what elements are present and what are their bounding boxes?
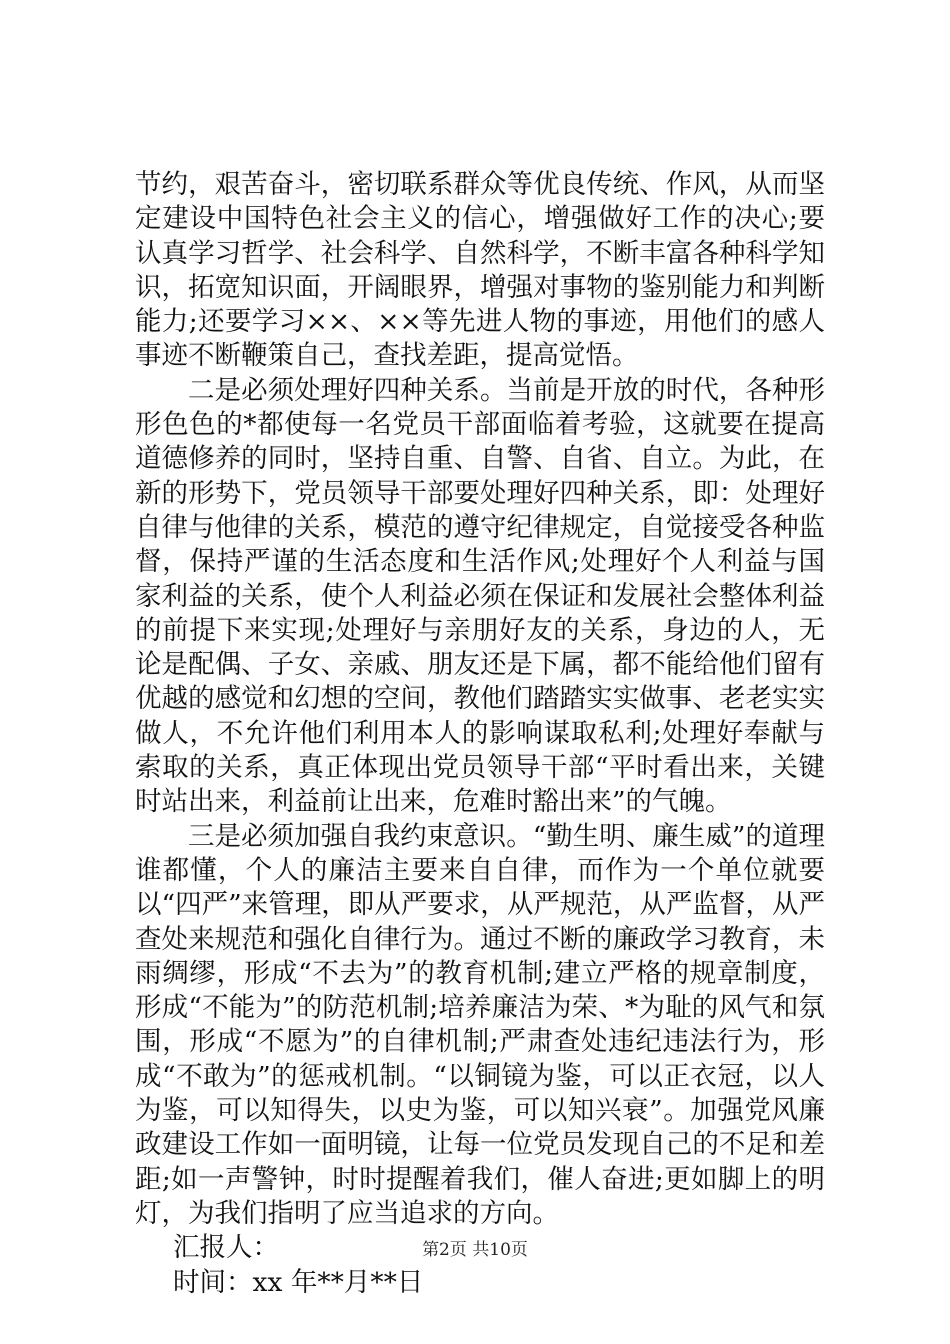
paragraph-self-restraint: 三是必须加强自我约束意识。“勤生明、廉生威”的道理谁都懂，个人的廉洁主要来自自律，而作为一个单位就要以“四严”来管理，即从严要求，从严规范，从严监督，从严查处来规范和强化自律行为。通过不断的廉政学习教育，未雨绸缪，形成“不去为”的教育机制;建立严格的规章制度，形成“不能为”的防范机制;培养廉洁为荣、*为耻的风气和氛围，形成“不愿为”的自律机制;严肃查处违纪违法行为，形成“不敢为”的惩戒机制。“以铜镜为鉴，可以正衣冠，以人为鉴，可以知得失，以史为鉴，可以知兴衰”。加强党风廉政建设工作如一面明镜，让每一位党员发现自己的不足和差距;如一声警钟，时时提醒着我们，催人奋进;更如脚上的明灯，为我们指明了应当追求的方向。 <box>135 820 825 1229</box>
reporter-line: 汇报人： <box>173 1232 279 1264</box>
date-line: 时间：xx 年**月**日 <box>173 1266 424 1298</box>
paragraph-continuation: 节约，艰苦奋斗，密切联系群众等优良传统、作风，从而坚定建设中国特色社会主义的信心，增强做好工作的决心;要认真学习哲学、社会科学、自然科学，不断丰富各种科学知识，拓宽知识面，开阔眼界，增强对事物的鉴别能力和判断能力;还要学习××、××等先进人物的事迹，用他们的感人事迹不断鞭策自己，查找差距，提高觉悟。 <box>135 169 825 372</box>
paragraph-four-relations: 二是必须处理好四种关系。当前是开放的时代，各种形形色色的*都使每一名党员干部面临着考验，这就要在提高道德修养的同时，坚持自重、自警、自省、自立。为此，在新的形势下，党员领导干部要处理好四种关系，即：处理好自律与他律的关系，模范的遵守纪律规定，自觉接受各种监督，保持严谨的生活态度和生活作风;处理好个人利益与国家利益的关系，使个人利益必须在保证和发展社会整体利益的前提下来实现;处理好与亲朋好友的关系，身边的人，无论是配偶、子女、亲戚、朋友还是下属，都不能给他们留有优越的感觉和幻想的空间，教他们踏踏实实做事、老老实实做人，不允许他们利用本人的影响谋取私利;处理好奉献与索取的关系，真正体现出党员领导干部“平时看出来，关键时站出来，利益前让出来，危难时豁出来”的气魄。 <box>135 374 825 818</box>
page-footer: 第2页 共10页 <box>422 1240 528 1260</box>
document-body <box>135 168 825 1300</box>
